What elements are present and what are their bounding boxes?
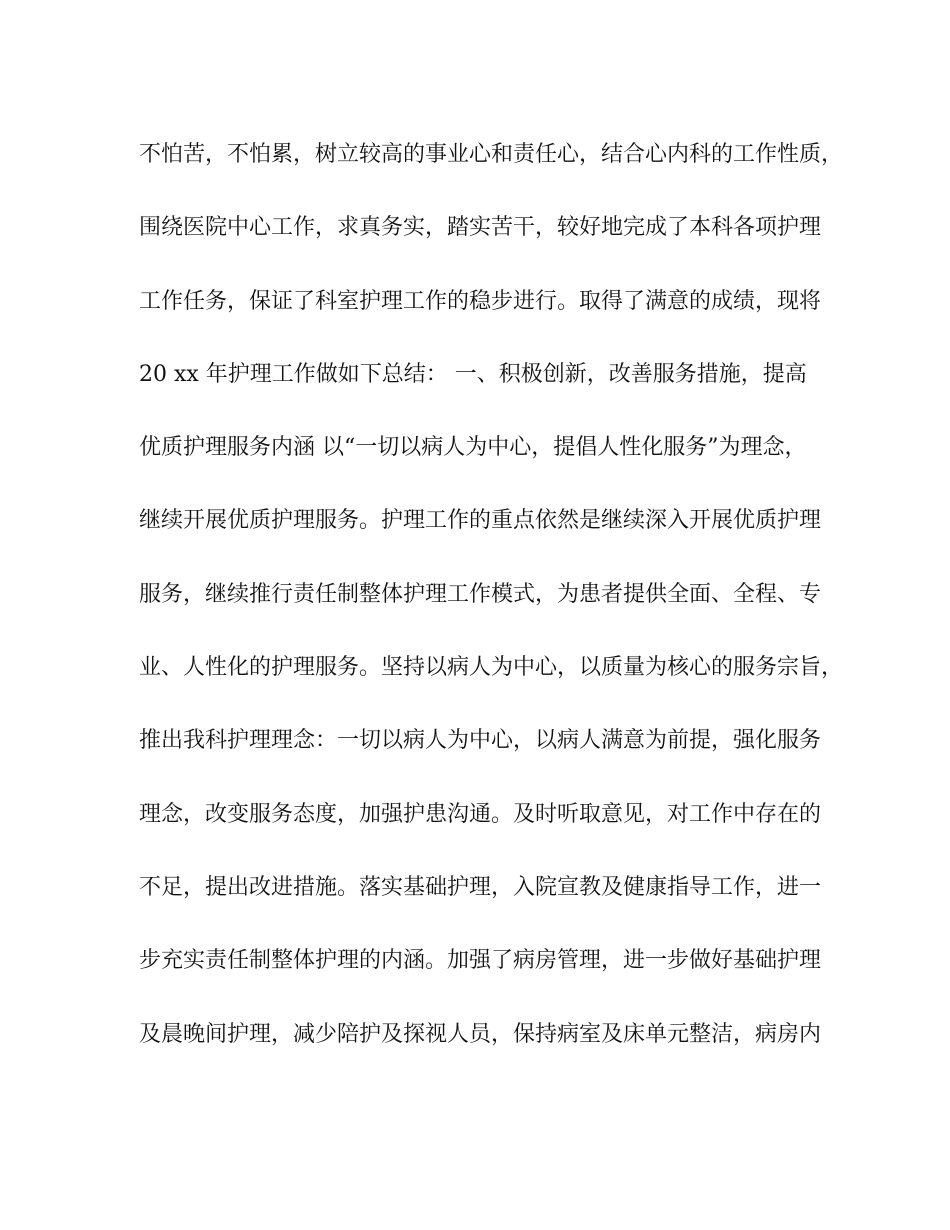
text-line: 工作任务，保证了科室护理工作的稳步进行。取得了满意的成绩，现将 xyxy=(139,288,822,314)
text-line: 步充实责任制整体护理的内涵。加强了病房管理，进一步做好基础护理 xyxy=(139,948,822,974)
text-line: 不怕苦，不怕累，树立较高的事业心和责任心，结合心内科的工作性质， xyxy=(139,142,844,167)
text-line: 推出我科护理理念：一切以病人为中心，以病人满意为前提，强化服务 xyxy=(139,728,822,754)
text-line: 优质护理服务内涵 以“一切以病人为中心，提倡人性化服务”为理念， xyxy=(139,435,807,461)
body-text xyxy=(139,138,844,1091)
text-line: 20 xx 年护理工作做如下总结： 一、积极创新，改善服务措施，提高 xyxy=(139,361,807,387)
text-line: 业、人性化的护理服务。坚持以病人为中心，以质量为核心的服务宗旨， xyxy=(139,655,844,681)
text-line: 不足，提出改进措施。落实基础护理，入院宣教及健康指导工作，进一 xyxy=(139,874,822,900)
text-line: 理念，改变服务态度，加强护患沟通。及时听取意见，对工作中存在的 xyxy=(139,801,822,827)
text-line: 继续开展优质护理服务。护理工作的重点依然是继续深入开展优质护理 xyxy=(139,508,822,534)
text-line: 服务，继续推行责任制整体护理工作模式，为患者提供全面、全程、专 xyxy=(139,581,822,607)
text-line: 及晨晚间护理，减少陪护及探视人员，保持病室及床单元整洁，病房内 xyxy=(139,1021,822,1047)
text-line: 围绕医院中心工作，求真务实，踏实苦干，较好地完成了本科各项护理 xyxy=(139,215,822,241)
